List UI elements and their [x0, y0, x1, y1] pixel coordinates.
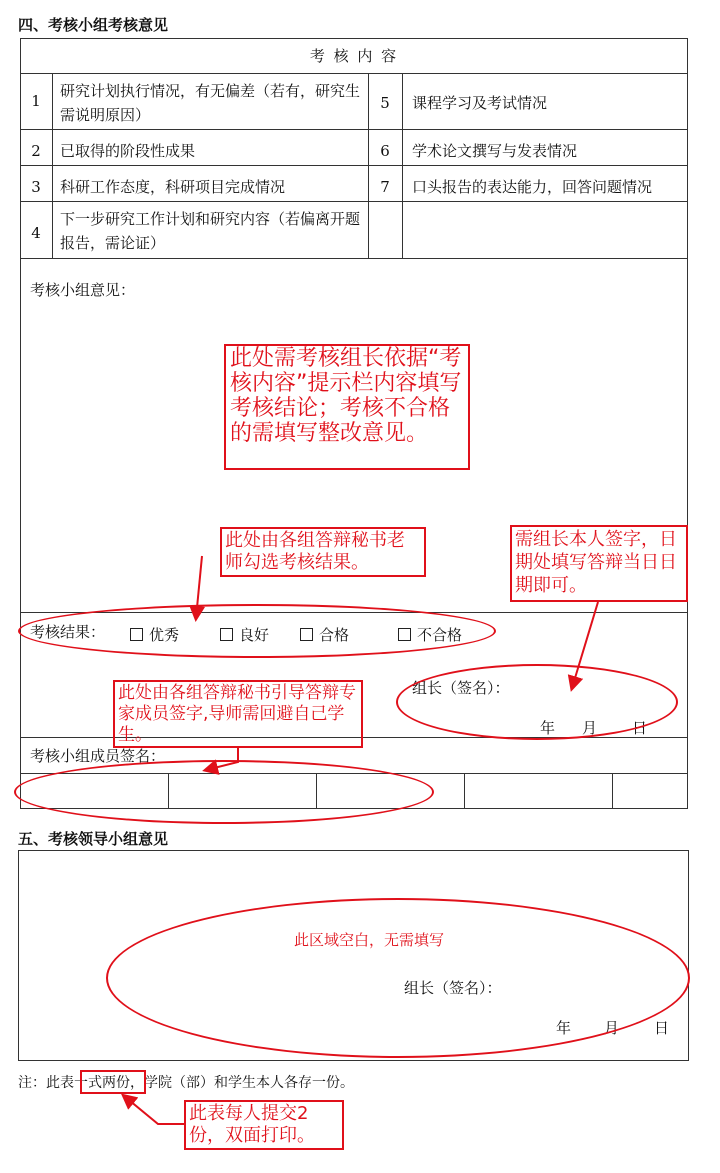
- item-7-number: 7: [380, 178, 390, 196]
- section5-title: 五、考核领导小组意见: [18, 830, 169, 848]
- item-2-number: 2: [31, 142, 41, 160]
- members-label: 考核小组成员签名：: [30, 747, 166, 765]
- table-header: 考 核 内 容: [309, 47, 399, 65]
- section4-title: 四、考核小组考核意见: [18, 16, 169, 34]
- annotation-result-hint: 此处由各组答辩秘书老师勾选考核结果。: [220, 527, 426, 577]
- annotation-opinion-hint: 此处需考核组长依据“考核内容”提示栏内容填写考核结论；考核不合格的需填写整改意见。: [224, 344, 470, 470]
- leader-sign-label: 组长（签名）：: [412, 679, 510, 697]
- arrow-result: [196, 556, 202, 618]
- date-month: 月: [582, 719, 598, 737]
- arrow-submit: [124, 1096, 184, 1124]
- result-option-excellent[interactable]: 优秀: [130, 624, 179, 645]
- opinion-label: 考核小组意见：: [30, 281, 136, 299]
- item-3-text: 科研工作态度，科研项目完成情况: [60, 178, 286, 196]
- result-option-good[interactable]: 良好: [220, 624, 269, 645]
- item-2-text: 已取得的阶段性成果: [60, 142, 196, 160]
- item-1-text: 研究计划执行情况，有无偏差（若有，研究生需说明原因）: [60, 82, 361, 124]
- item-5-text: 课程学习及考试情况: [412, 94, 548, 112]
- section5-date-day: 日: [654, 1019, 670, 1037]
- blank-area-note: 此区域空白，无需填写: [294, 931, 445, 949]
- item-1-number: 1: [31, 92, 41, 110]
- item-3-number: 3: [31, 178, 41, 196]
- annotation-submit-hint: 此表每人提交2份，双面打印。: [184, 1100, 344, 1150]
- annotation-leader-hint: 需组长本人签字，日期处填写答辩当日日期即可。: [510, 525, 688, 602]
- section5-leader-sign-label: 组长（签名）：: [404, 979, 502, 997]
- date-year: 年: [540, 719, 556, 737]
- item-4-number: 4: [31, 224, 41, 242]
- item-6-text: 学术论文撰写与发表情况: [412, 142, 578, 160]
- date-day: 日: [632, 719, 648, 737]
- arrow-member: [206, 748, 238, 770]
- arrow-leader: [572, 602, 598, 688]
- item-5-number: 5: [380, 94, 390, 112]
- result-label: 考核结果：: [30, 623, 106, 641]
- item-6-number: 6: [380, 142, 390, 160]
- footer-note: 注：此表一式两份，学院（部）和学生本人各存一份。: [18, 1075, 354, 1091]
- section5-date-year: 年: [556, 1019, 572, 1037]
- result-option-pass[interactable]: 合格: [300, 624, 349, 645]
- section5-date-month: 月: [604, 1019, 620, 1037]
- item-7-text: 口头报告的表达能力，回答问题情况: [412, 178, 653, 196]
- result-option-fail[interactable]: 不合格: [398, 624, 462, 645]
- annotation-member-hint: 此处由各组答辩秘书引导答辩专家成员签字,导师需回避自己学生。: [113, 680, 363, 748]
- item-4-text: 下一步研究工作计划和研究内容（若偏离开题报告，需论证）: [60, 210, 361, 252]
